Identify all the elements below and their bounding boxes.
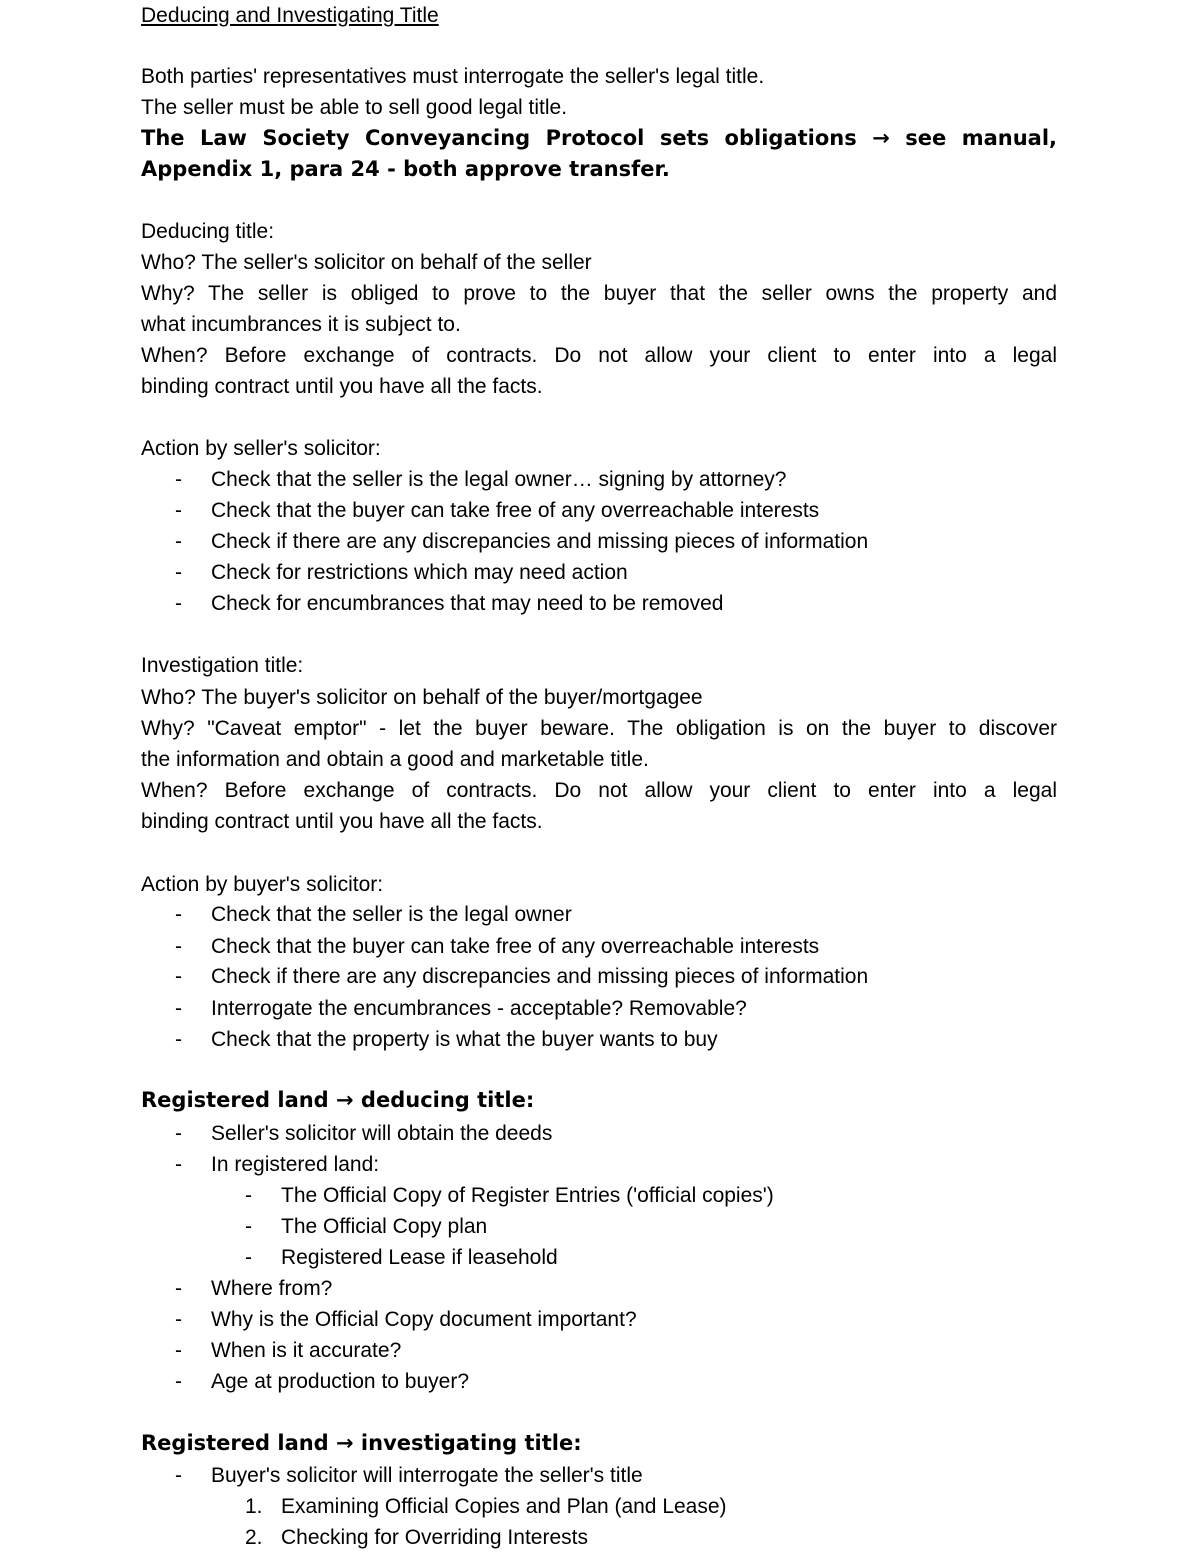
list-item: - Check that the buyer can take free of any overreachable interests [175,931,1057,962]
investigation-heading: Investigation title: [141,654,304,677]
list-item: - Where from? [175,1273,1057,1304]
protocol-line: Appendix 1, para 24 - both approve transfer. [141,157,670,181]
sub-list-item: - The Official Copy plan [245,1211,1057,1242]
bullet-dash: - [175,468,182,491]
bullet-dash: - [175,997,182,1020]
deducing-line: what incumbrances it is subject to. [141,313,461,336]
deducing-heading: Deducing title: [141,220,275,243]
investigation-line: Why? "Caveat emptor" - let the buyer beware. The obligation is on the buyer to discover [141,717,1057,740]
intro-line: The seller must be able to sell good legal title. [141,96,568,119]
deducing-line: Who? The seller's solicitor on behalf of the seller [141,251,592,274]
list-item: - In registered land: [175,1149,1057,1180]
buyer-action-heading: Action by buyer's solicitor: [141,873,384,896]
list-item: - When is it accurate? [175,1335,1057,1366]
bullet-dash: - [175,499,182,522]
bullet-dash: - [175,1277,182,1300]
item-number: 2. [245,1526,263,1549]
bullet-dash: - [175,1122,182,1145]
list-item: - Check for restrictions which may need action [175,557,1057,588]
deducing-line: binding contract until you have all the facts. [141,375,543,398]
bullet-dash: - [175,592,182,615]
protocol-line: The Law Society Conveyancing Protocol sets obligations → see manual, [141,126,1057,150]
deducing-line: When? Before exchange of contracts. Do not allow your client to enter into a legal [141,344,1057,367]
bullet-dash: - [175,530,182,553]
list-item: - Check that the buyer can take free of any overreachable interests [175,495,1057,526]
bullet-dash: - [245,1246,252,1269]
intro-line: Both parties' representatives must interrogate the seller's legal title. [141,65,765,88]
sub-list-item: - Registered Lease if leasehold [245,1242,1057,1273]
investigation-line: the information and obtain a good and marketable title. [141,748,649,771]
bullet-dash: - [175,935,182,958]
bullet-dash: - [245,1215,252,1238]
list-item: - Buyer's solicitor will interrogate the seller's title [175,1460,1057,1491]
list-item: - Check if there are any discrepancies and missing pieces of information [175,961,1057,992]
reg-deducing-heading: Registered land → deducing title: [141,1088,535,1112]
bullet-dash: - [175,1153,182,1176]
numbered-item: 1. Examining Official Copies and Plan (and Lease) [245,1491,1057,1522]
investigation-line: binding contract until you have all the facts. [141,810,543,833]
investigation-line: Who? The buyer's solicitor on behalf of the buyer/mortgagee [141,686,703,709]
bullet-dash: - [245,1184,252,1207]
list-item: - Check if there are any discrepancies and missing pieces of information [175,526,1057,557]
bullet-dash: - [175,1028,182,1051]
list-item: - Check that the property is what the buyer wants to buy [175,1024,1057,1055]
bullet-dash: - [175,1370,182,1393]
seller-action-heading: Action by seller's solicitor: [141,437,381,460]
item-number: 1. [245,1495,263,1518]
bullet-dash: - [175,903,182,926]
investigation-line: When? Before exchange of contracts. Do not allow your client to enter into a legal [141,779,1057,802]
bullet-dash: - [175,561,182,584]
bullet-dash: - [175,1464,182,1487]
numbered-item: 2. Checking for Overriding Interests [245,1522,1057,1553]
list-item: - Age at production to buyer? [175,1366,1057,1397]
bullet-dash: - [175,1308,182,1331]
list-item: - Check for encumbrances that may need to be removed [175,588,1057,619]
list-item: - Check that the seller is the legal owner… signing by attorney? [175,464,1057,495]
list-item: - Seller's solicitor will obtain the deeds [175,1118,1057,1149]
list-item: - Interrogate the encumbrances - acceptable? Removable? [175,993,1057,1024]
reg-investigating-heading: Registered land → investigating title: [141,1431,582,1455]
list-item: - Why is the Official Copy document important? [175,1304,1057,1335]
bullet-dash: - [175,965,182,988]
deducing-line: Why? The seller is obliged to prove to the buyer that the seller owns the property and [141,282,1057,305]
sub-list-item: - The Official Copy of Register Entries ('official copies') [245,1180,1057,1211]
document-title: Deducing and Investigating Title [141,4,439,27]
bullet-dash: - [175,1339,182,1362]
list-item: - Check that the seller is the legal owner [175,899,1057,930]
